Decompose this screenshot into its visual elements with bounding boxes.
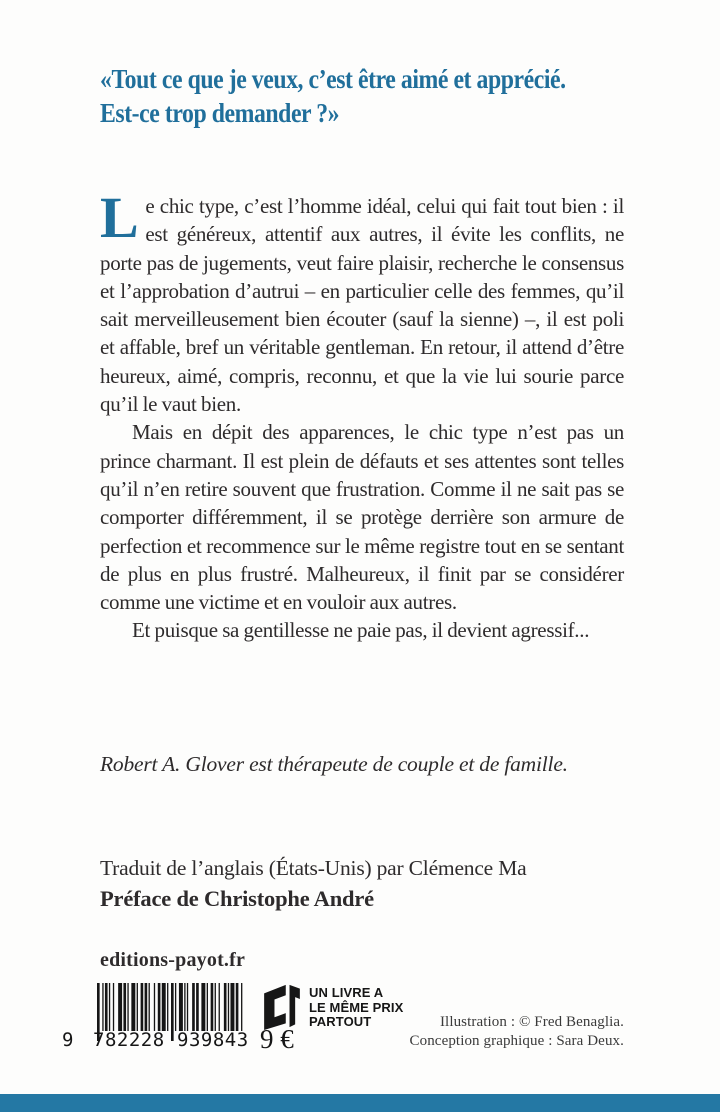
same-price-logo-text [309,986,403,1030]
synopsis [100,185,624,645]
logo-text-line1: UN LIVRE A [309,985,384,1000]
isbn-group-1: 782228 [93,1029,165,1051]
isbn-barcode [62,983,252,1059]
logo-text-line2: LE MÊME PRIX [309,999,404,1015]
headline-quote-line2: Est-ce trop demander ?» [100,98,340,128]
synopsis-paragraph-3: Et puisque sa gentillesse ne paie pas, il devient agressif... [132,618,590,643]
preface-credit: Préface de Christophe André [100,886,374,911]
isbn-group-2: 939843 [177,1029,249,1051]
translation-credit: Traduit de l’anglais (États-Unis) par Clémence Ma [100,856,527,880]
graphic-design-credit: Conception graphique : Sara Deux. [409,1033,624,1049]
synopsis-paragraph-1-text: e chic type, c’est l’homme idéal, celui qui fait tout bien : il est généreux, attentif aux autres, il évite les conflits, ne porte pas de jugements, veut faire plaisir, recherche le consensus et l’approbation d’autrui – en particulier celle des femmes, qu’il sait merveilleusement bien écouter (sauf la sienne) –, il est poli et affable, bref un véritable gentleman. En retour, il attend d’être heureux, aimé, compris, reconnu, et que la vie lui sourie parce qu’il le vaut bien. [100,194,624,417]
synopsis-paragraph-1 [100,185,624,418]
isbn-lead-digit: 9 [62,1029,74,1051]
headline-quote [100,62,566,130]
same-price-everywhere-logo [262,983,403,1030]
logo-text-line3: PARTOUT [309,1014,372,1029]
illustration-credit: Illustration : © Fred Benaglia. [439,1014,624,1030]
open-book-icon [262,983,302,1030]
author-bio-note: Robert A. Glover est thérapeute de couple et de famille. [100,752,568,776]
publisher-website: editions-payot.fr [100,949,246,971]
cover-accent-band [0,1094,720,1112]
synopsis-paragraph-2: Mais en dépit des apparences, le chic type n’est pas un prince charmant. Il est plein de défauts et ses attentes sont telles qu’il n’en retire souvent que frustration. Comme il ne sait pas se comporter différemment, il se protège derrière son armure de perfection et recommence sur le même registre tout en se sentant de plus en plus frustré. Malheureux, il finit par se considérer comme une victime et en vouloir aux autres. [100,420,624,615]
price-label: 9 € [260,1024,294,1054]
headline-quote-line1: «Tout ce que je veux, c’est être aimé et apprécié. [100,64,566,94]
drop-cap: L [100,185,139,250]
design-credits [410,1013,625,1051]
